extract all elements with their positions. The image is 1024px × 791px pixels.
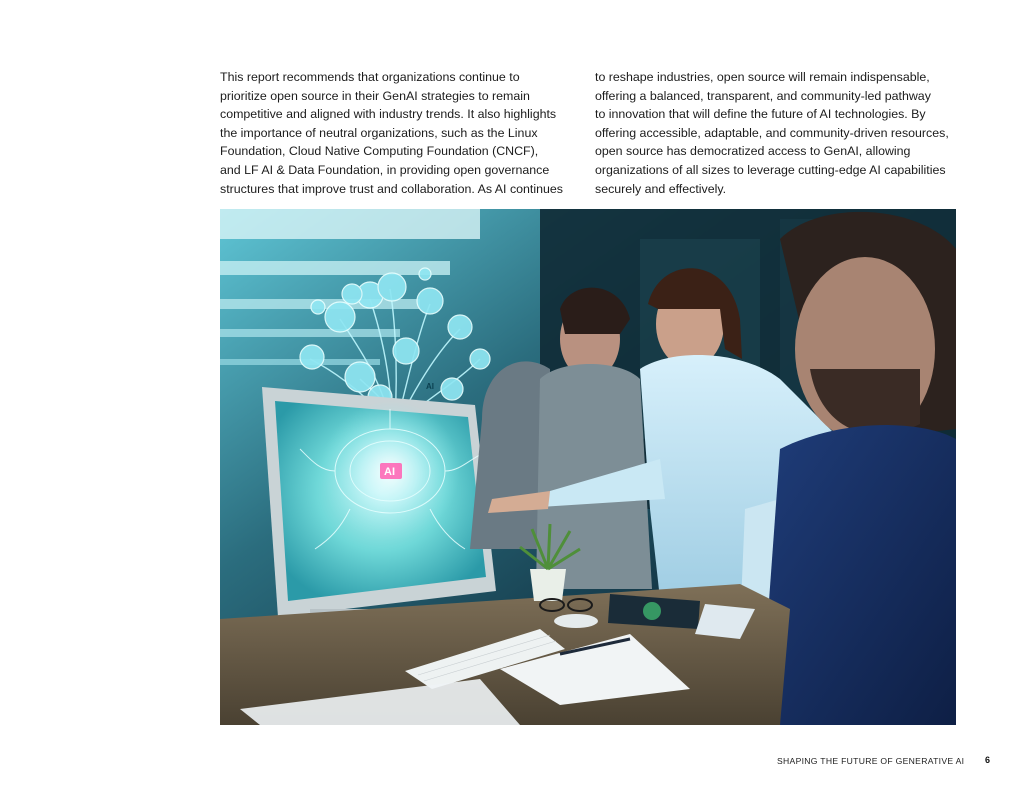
hologram-badge: AI [426, 382, 434, 391]
text-line: offering a balanced, transparent, and community-led pathway [595, 88, 931, 103]
office-ai-photo [220, 209, 956, 725]
text-line: the importance of neutral organizations, such as the Linux [220, 125, 538, 140]
mouse [554, 614, 598, 628]
text-line: Foundation, Cloud Native Computing Foundation (CNCF), [220, 144, 539, 159]
text-line: securely and effectively. [595, 181, 727, 196]
text-line: and LF AI & Data Foundation, in providing open governance [220, 162, 550, 177]
text-line: prioritize open source in their GenAI strategies to remain [220, 88, 530, 103]
body-text-left-column [220, 68, 580, 198]
body-text-right-column [595, 68, 955, 198]
text-line: structures that improve trust and collaboration. As AI continues [220, 181, 563, 196]
text-line: to innovation that will define the future of AI technologies. By [595, 107, 926, 122]
text-line: competitive and aligned with industry trends. It also highlights [220, 107, 557, 122]
page-number: 6 [985, 755, 991, 765]
screen-badge: AI [384, 466, 395, 478]
text-line: organizations of all sizes to leverage cutting-edge AI capabilities [595, 162, 946, 177]
text-line: open source has democratized access to GenAI, allowing [595, 144, 911, 159]
text-line: This report recommends that organizations continue to [220, 70, 520, 84]
text-line: offering accessible, adaptable, and community-driven resources, [595, 125, 949, 140]
footer-title: SHAPING THE FUTURE OF GENERATIVE AI [777, 756, 965, 766]
text-line: to reshape industries, open source will remain indispensable, [595, 70, 930, 84]
